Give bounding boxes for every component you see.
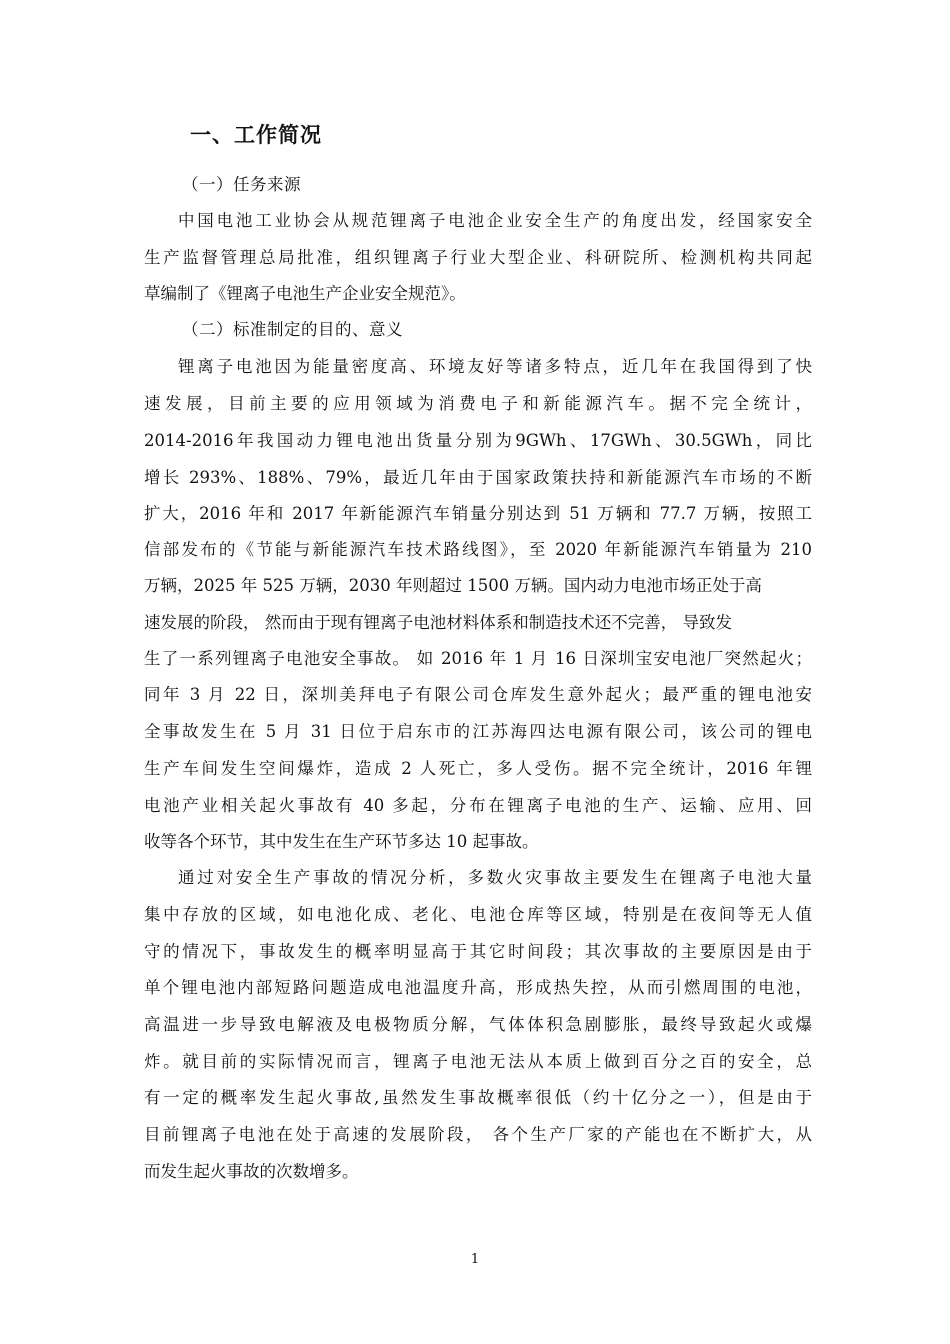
paragraph-line: 目前锂离子电池在处于高速的发展阶段， 各个生产厂家的产能也在不断扩大，从 xyxy=(144,1125,812,1144)
paragraph-line: 高温进一步导致电解液及电极物质分解，气体体积急剧膨胀，最终导致起火或爆 xyxy=(144,1015,812,1034)
paragraph-line: 生产监督管理总局批准，组织锂离子行业大型企业、科研院所、检测机构共同起 xyxy=(144,248,812,267)
paragraph-line: 电池产业相关起火事故有 40 多起，分布在锂离子电池的生产、运输、应用、回 xyxy=(144,796,812,815)
paragraph-line: 炸。就目前的实际情况而言，锂离子电池无法从本质上做到百分之百的安全，总 xyxy=(144,1052,812,1071)
paragraph-line: 收等各个环节，其中发生在生产环节多达 10 起事故。 xyxy=(144,832,539,851)
paragraph-line: 信部发布的《节能与新能源汽车技术路线图》，至 2020 年新能源汽车销量为 210 xyxy=(144,540,812,559)
page-number: 1 xyxy=(470,1252,480,1267)
paragraph-line: 万辆，2025 年 525 万辆，2030 年则超过 1500 万辆。国内动力电池市场正处于高 xyxy=(144,576,762,595)
paragraph-line: 守的情况下，事故发生的概率明显高于其它时间段；其次事故的主要原因是由于 xyxy=(144,942,812,961)
paragraph-line: 中国电池工业协会从规范锂离子电池企业安全生产的角度出发，经国家安全 xyxy=(178,211,812,230)
paragraph-line: 生产车间发生空间爆炸，造成 2 人死亡，多人受伤。据不完全统计，2016 年锂 xyxy=(144,759,812,778)
paragraph-line: 而发生起火事故的次数增多。 xyxy=(144,1162,359,1181)
paragraph-line: 锂离子电池因为能量密度高、环境友好等诸多特点，近几年在我国得到了快 xyxy=(178,357,812,376)
paragraph-line: 单个锂电池内部短路问题造成电池温度升高，形成热失控，从而引燃周围的电池， xyxy=(144,978,812,997)
paragraph-line: 生了一系列锂离子电池安全事故。 如 2016 年 1 月 16 日深圳宝安电池厂突然起火； xyxy=(144,649,812,668)
paragraph-line: 有一定的概率发生起火事故,虽然发生事故概率很低（约十亿分之一），但是由于 xyxy=(144,1088,812,1107)
paragraph-line: 增长 293%、188%、79%，最近几年由于国家政策扶持和新能源汽车市场的不断 xyxy=(144,468,812,487)
subsection-title-purpose: （二）标准制定的目的、意义 xyxy=(182,320,403,339)
paragraph-line: 速发展的阶段， 然而由于现有锂离子电池材料体系和制造技术还不完善， 导致发 xyxy=(144,613,732,632)
paragraph-line: 同年 3 月 22 日，深圳美拜电子有限公司仓库发生意外起火；最严重的锂电池安 xyxy=(144,685,812,704)
paragraph-line: 草编制了《锂离子电池生产企业安全规范》。 xyxy=(144,284,466,303)
paragraph-line: 2014-2016年我国动力锂电池出货量分别为9GWh、17GWh、30.5GWh，同比 xyxy=(144,431,812,450)
paragraph-line: 全事故发生在 5 月 31 日位于启东市的江苏海四达电源有限公司，该公司的锂电 xyxy=(144,722,812,741)
paragraph-line: 扩大，2016 年和 2017 年新能源汽车销量分别达到 51 万辆和 77.7 万辆，按照工 xyxy=(144,504,812,523)
paragraph-line: 通过对安全生产事故的情况分析，多数火灾事故主要发生在锂离子电池大量 xyxy=(178,868,812,887)
paragraph-line: 集中存放的区域，如电池化成、老化、电池仓库等区域，特别是在夜间等无人值 xyxy=(144,905,812,924)
paragraph-line: 速发展，目前主要的应用领域为消费电子和新能源汽车。据不完全统计， xyxy=(144,394,812,413)
section-title: 一、工作简况 xyxy=(190,123,322,147)
subsection-title-source: （一）任务来源 xyxy=(182,175,301,194)
